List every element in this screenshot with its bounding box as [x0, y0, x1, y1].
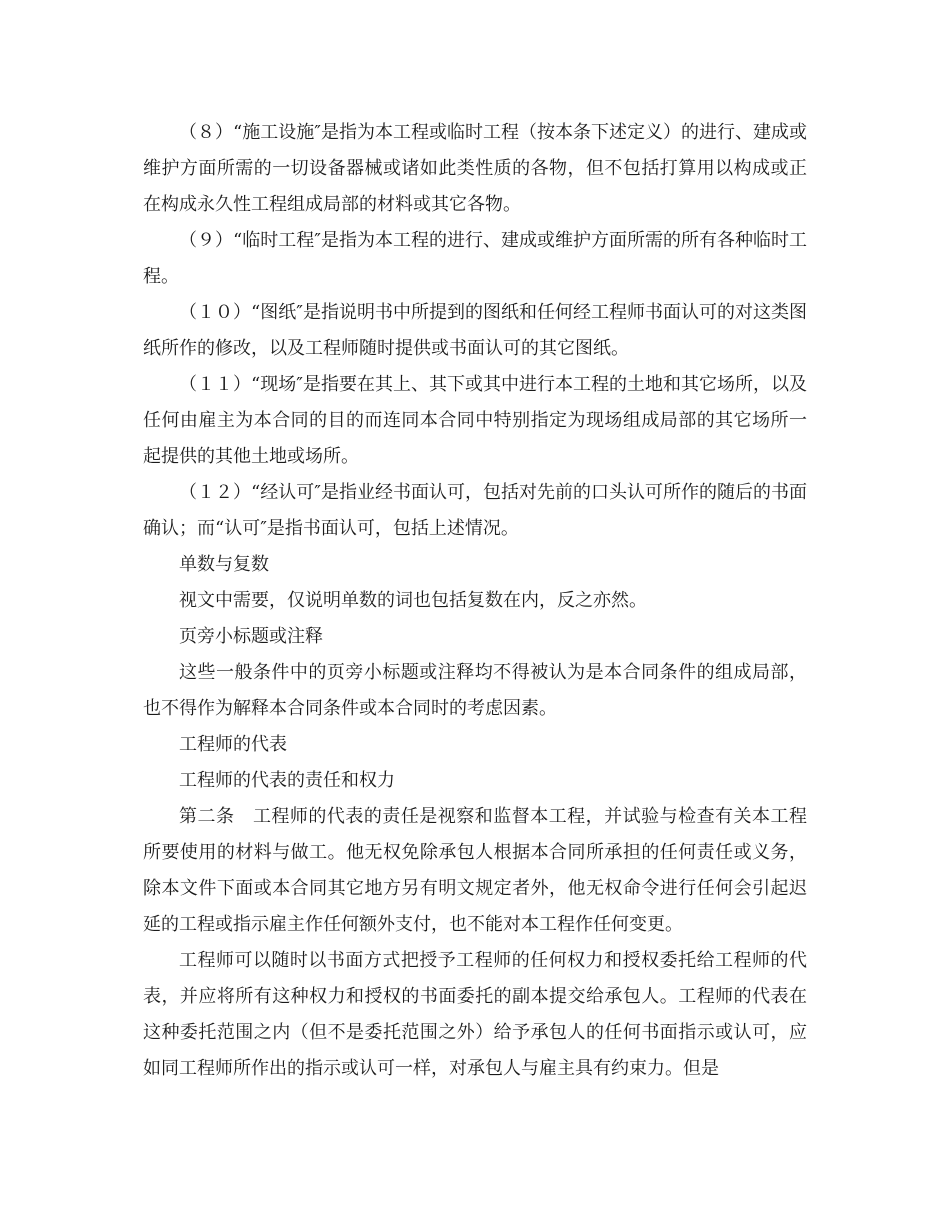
clause-8-construction-facilities: （８）“施工设施″是指为本工程或临时工程（按本条下述定义）的进行、建成或维护方面所需的一切设备器械或诸如此类性质的各物，但不包括打算用以构成或正在构成永久性工程组成局部的材料或其它各物。: [143, 122, 807, 215]
clause-9-temporary-works: （９）“临时工程″是指为本工程的进行、建成或维护方面所需的所有各种临时工程。: [143, 230, 807, 287]
clause-11-site: （１１）“现场″是指要在其上、其下或其中进行本工程的土地和其它场所，以及任何由雇主为本合同的目的而连同本合同中特别指定为现场组成局部的其它场所一起提供的其他土地或场所。: [143, 374, 807, 467]
heading-duties-and-powers: 工程师的代表的责任和权力: [179, 770, 395, 791]
clause-12-approved: （１２）“经认可″是指业经书面认可，包括对先前的口头认可所作的随后的书面确认；而“认可″是指书面认可，包括上述情况。: [143, 482, 807, 539]
singular-plural-text: 视文中需要，仅说明单数的词也包括复数在内，反之亦然。: [179, 590, 647, 611]
article-2-text: 第二条 工程师的代表的责任是视察和监督本工程，并试验与检查有关本工程所要使用的材料与做工。他无权免除承包人根据本合同所承担的任何责任或义务，除本文件下面或本合同其它地方另有明文规定者外，他无权命令进行任何会引起迟延的工程或指示雇主作任何额外支付，也不能对本工程作任何变更。: [143, 806, 807, 935]
heading-singular-plural: 单数与复数: [179, 554, 269, 575]
clause-10-drawings: （１０）“图纸″是指说明书中所提到的图纸和任何经工程师书面认可的对这类图纸所作的修改，以及工程师随时提供或书面认可的其它图纸。: [143, 302, 807, 359]
marginal-notes-text: 这些一般条件中的页旁小标题或注释均不得被认为是本合同条件的组成局部，也不得作为解释本合同条件或本合同时的考虑因素。: [143, 662, 807, 719]
delegation-text: 工程师可以随时以书面方式把授予工程师的任何权力和授权委托给工程师的代表，并应将所有这种权力和授权的书面委托的副本提交给承包人。工程师的代表在这种委托范围之内（但不是委托范围之外）给予承包人的任何书面指示或认可，应如同工程师所作出的指示或认可一样，对承包人与雇主具有约束力。但是: [143, 950, 807, 1079]
heading-marginal-notes: 页旁小标题或注释: [179, 626, 323, 647]
document-body: [143, 115, 807, 1087]
heading-engineers-representative: 工程师的代表: [179, 734, 287, 755]
